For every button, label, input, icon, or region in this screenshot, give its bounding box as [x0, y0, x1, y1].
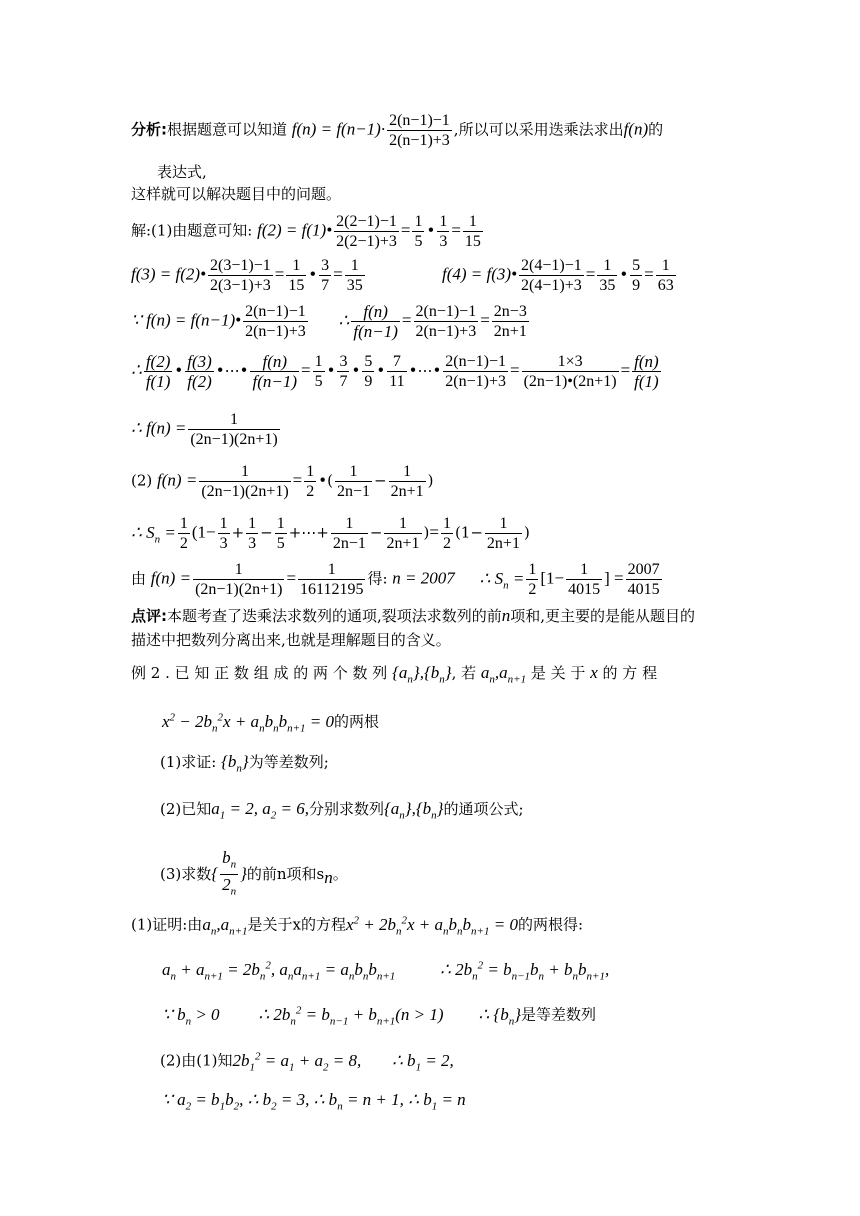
analysis-line [131, 111, 663, 150]
analysis-cont1: 表达式, [157, 163, 207, 181]
comment-label: 点评: [131, 607, 167, 625]
formula-recurrence: f(n) = f(n−1)· [291, 119, 386, 139]
proof-line-4: (2)由(1)知$2b_1^2 = a_1 + a_2 = 8$, ∴ $b_1 = 2$, [160, 1050, 454, 1074]
example2-line: 例 2 . 已 知 正 数 组 成 的 两 个 数 列 $\{a_n\},\{b_n\}$, 若 $a_n,a_{n+1}$ 是 关 于 x 的 方 程 [131, 663, 658, 686]
proof-line-1: (1)证明:由$a_n,a_{n+1}$是关于x的方程$x^2 + 2b_n^2x + a_nb_nb_{n+1} = 0$的两根得: [131, 914, 584, 938]
solution-line-5: ∴ f(n) = $\frac{1}{(2n-1)(2n+1)}$ [131, 411, 278, 448]
analysis-label: 分析: [131, 120, 167, 139]
comment-line-1: 点评:本题考查了迭乘法求数列的通项,裂项法求数列的前n项和,更主要的是能从题目的 [131, 606, 696, 625]
solution-sum-line: ∴ $S_n$ = $\frac{1}{2}$ (1− $\frac{1}{3}$ + $\frac{1}{3}$ − $\frac{1}{5}$ +⋯+ $\frac{1}{2n-1}$ − $\frac{1}{2n+1}$ )= $\frac{1}{2}$ (1− $\frac{1}{2n+1}$ ) [131, 515, 530, 552]
analysis-text-after: ,所以可以采用迭乘法求出 [453, 120, 624, 139]
example2-q1: (1)求证: $\{b_n\}$为等差数列; [160, 752, 329, 775]
fraction-recurrence: $\frac{2(n-1)-1}{2(n-1)+3}$ [389, 112, 450, 149]
solution-final-line: 由 f(n) = $\frac{1}{(2n-1)(2n+1)}$ = $\frac{1}{16112195}$ 得: n = 2007 ∴ $S_n$ = $\frac{1}{2}$ [1− $\frac{1}{4015}$ ] = $\frac{2007}{4015}$ [131, 561, 660, 598]
solution-line-4: ∴ $\frac{f(2)}{f(1)}$ • $\frac{f(3)}{f(2)}$ •⋯• $\frac{f(n)}{f(n-1)}$ = $\frac{1}{5}$ • $\frac{3}{7}$ • $\frac{5}{9}$ • $\frac{7}{11}$ •⋯• $\frac{2(n-1)-1}{2(n-1)+3}$ = $\frac{1\times 3}{(2n-1)•(2n+1)}$ = $\frac{f(n)}{f(1)}$ [131, 352, 659, 391]
analysis-text: 根据题意可以知道 [167, 120, 288, 139]
solution-label: 解:(1)由题意可知: [131, 221, 253, 240]
comment-line-2: 描述中把数列分离出来,也就是理解题目的含义。 [131, 631, 451, 649]
part2-label: (2) [131, 471, 153, 490]
solution-line-2: f(3) = f(2)• $\frac{2(3-1)-1}{2(3-1)+3}$ = $\frac{1}{15}$ • $\frac{3}{7}$ = $\frac{1}{35}$ [131, 257, 363, 294]
solution-line-3: ∵ f(n) = f(n−1)• $\frac{2(n-1)-1}{2(n-1)+3}$ ∴ $\frac{f(n)}{f(n-1)}$ = $\frac{2(n-1)-1}{2(n-1)+3}$ = $\frac{2n-3}{2n+1}$ [131, 302, 527, 341]
solution-line-1: 解:(1)由题意可知: f(2) = f(1)• $\frac{2(2-1)-1}{2(2-1)+3}$ = $\frac{1}{5}$ • $\frac{1}{3}$ = $\frac{1}{15}$ [131, 213, 481, 250]
example2-q3: (3)求数{ $\frac{b_n}{2_n}$ }的前n项和$s_n$。 [160, 848, 348, 898]
analysis-text-end: 的 [648, 120, 664, 139]
example2-label: 例 2 . 已 知 正 数 组 成 的 两 个 数 列 [131, 664, 388, 682]
get-label: 得: [367, 569, 388, 588]
by-label: 由 [131, 569, 147, 588]
analysis-cont2: 这样就可以解决题目中的问题。 [131, 185, 342, 203]
proof-line-2: $a_n + a_{n+1} = 2b_n^2$, $a_na_{n+1} = a_nb_nb_{n+1}$ ∴ $2b_n^2 = b_{n-1}b_n + b_nb_{n+1}$, [162, 959, 610, 983]
proof-line-5: ∵ $a_2 = b_1b_2$, ∴ $b_2 = 3$, ∴ $b_n = n + 1$, ∴ $b_1 = n$ [162, 1090, 466, 1113]
formula-fn: f(n) [623, 119, 649, 139]
n-result: n = 2007 [392, 568, 455, 588]
proof-line-3: ∵ $b_n > 0$ ∴ $2b_n^2 = b_{n-1} + b_{n+1}(n > 1)$ ∴ $\{b_n\}$是等差数列 [162, 1004, 597, 1028]
example2-q2: (2)已知$a_1 = 2$, $a_2 = 6$,分别求数列$\{a_n\},\{b_n\}$的通项公式; [160, 799, 524, 822]
solution-part2-line: (2) f(n) = $\frac{1}{(2n-1)(2n+1)}$ = $\frac{1}{2}$ •( $\frac{1}{2n-1}$ − $\frac{1}{2n+1}$ ) [131, 463, 434, 500]
example2-equation: $x^2 - 2b_n^2x + a_nb_nb_{n+1} = 0$的两根 [162, 711, 379, 735]
solution-line-2b: f(4) = f(3)• $\frac{2(4-1)-1}{2(4-1)+3}$ = $\frac{1}{35}$ • $\frac{5}{9}$ = $\frac{1}{63}$ [442, 257, 674, 294]
